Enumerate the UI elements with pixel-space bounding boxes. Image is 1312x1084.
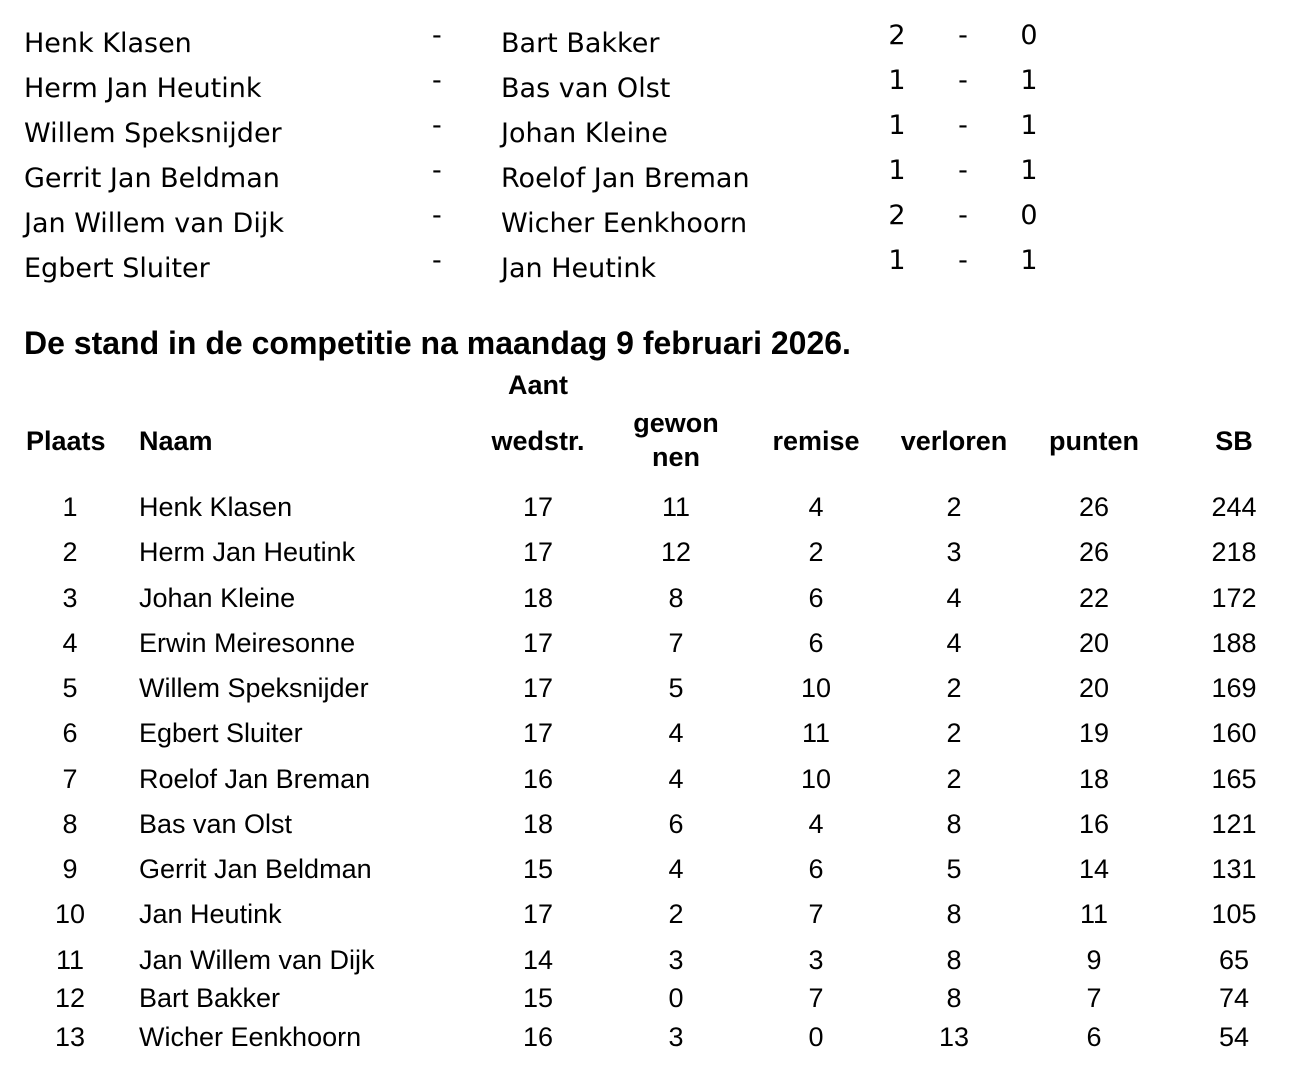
cell-remise: 6 <box>808 583 824 613</box>
cell-remise: 10 <box>800 673 832 703</box>
score-away: 1 <box>1020 245 1038 276</box>
match-row <box>0 200 1312 245</box>
home-player: Herm Jan Heutink <box>24 73 262 104</box>
cell-verloren: 5 <box>946 854 962 884</box>
cell-punten: 9 <box>1086 945 1102 975</box>
separator: - <box>432 65 442 96</box>
cell-remise: 0 <box>808 1022 824 1052</box>
table-row <box>0 940 1312 980</box>
header-remise: remise <box>772 426 860 456</box>
cell-wedstr: 15 <box>522 983 554 1013</box>
cell-wedstr: 18 <box>522 809 554 839</box>
cell-plaats: 12 <box>54 983 86 1013</box>
cell-punten: 14 <box>1078 854 1110 884</box>
header-aant-line2: wedstr. <box>491 426 585 456</box>
cell-gewonnen: 3 <box>668 945 684 975</box>
table-row <box>0 487 1312 527</box>
cell-remise: 10 <box>800 764 832 794</box>
score-home: 2 <box>888 200 906 231</box>
cell-wedstr: 15 <box>522 854 554 884</box>
cell-sb: 169 <box>1211 673 1257 703</box>
cell-verloren: 8 <box>946 809 962 839</box>
cell-punten: 22 <box>1078 583 1110 613</box>
cell-punten: 26 <box>1078 537 1110 567</box>
cell-verloren: 8 <box>946 983 962 1013</box>
cell-wedstr: 16 <box>522 1022 554 1052</box>
cell-remise: 6 <box>808 854 824 884</box>
cell-wedstr: 17 <box>522 673 554 703</box>
cell-sb: 121 <box>1211 809 1257 839</box>
score-away: 1 <box>1020 155 1038 186</box>
cell-plaats: 8 <box>62 809 78 839</box>
cell-gewonnen: 6 <box>668 809 684 839</box>
cell-sb: 105 <box>1211 899 1257 929</box>
cell-punten: 26 <box>1078 492 1110 522</box>
cell-gewonnen: 3 <box>668 1022 684 1052</box>
header-aant <box>468 368 608 458</box>
home-player: Willem Speksnijder <box>24 118 282 149</box>
cell-sb: 74 <box>1218 983 1250 1013</box>
match-results <box>0 0 1312 290</box>
cell-verloren: 8 <box>946 945 962 975</box>
standings-table <box>0 366 1312 1066</box>
score-separator: - <box>958 155 968 186</box>
cell-naam: Johan Kleine <box>139 583 296 613</box>
score-home: 1 <box>888 155 906 186</box>
cell-naam: Egbert Sluiter <box>139 718 303 748</box>
header-sb: SB <box>1215 426 1253 456</box>
score-separator: - <box>958 20 968 51</box>
cell-naam: Roelof Jan Breman <box>139 764 371 794</box>
cell-naam: Wicher Eenkhoorn <box>139 1022 362 1052</box>
cell-sb: 244 <box>1211 492 1257 522</box>
cell-plaats: 10 <box>54 899 86 929</box>
score-away: 1 <box>1020 110 1038 141</box>
table-row <box>0 532 1312 572</box>
away-player: Jan Heutink <box>501 253 657 284</box>
table-row <box>0 713 1312 753</box>
match-row <box>0 20 1312 65</box>
table-row <box>0 578 1312 618</box>
separator: - <box>432 110 442 141</box>
home-player: Henk Klasen <box>24 28 192 59</box>
score-away: 1 <box>1020 65 1038 96</box>
cell-remise: 4 <box>808 809 824 839</box>
cell-gewonnen: 11 <box>661 492 691 522</box>
cell-naam: Henk Klasen <box>139 492 293 522</box>
match-row <box>0 155 1312 200</box>
match-row <box>0 110 1312 155</box>
separator: - <box>432 200 442 231</box>
cell-plaats: 9 <box>62 854 78 884</box>
match-row <box>0 245 1312 290</box>
cell-plaats: 2 <box>62 537 78 567</box>
cell-wedstr: 14 <box>522 945 554 975</box>
cell-naam: Jan Heutink <box>139 899 282 929</box>
cell-wedstr: 17 <box>522 718 554 748</box>
score-away: 0 <box>1020 200 1038 231</box>
cell-gewonnen: 12 <box>660 537 692 567</box>
header-aant-line1: Aant <box>508 370 568 400</box>
cell-remise: 7 <box>808 983 824 1013</box>
cell-gewonnen: 4 <box>668 718 684 748</box>
cell-naam: Bas van Olst <box>139 809 293 839</box>
cell-plaats: 5 <box>62 673 78 703</box>
cell-plaats: 13 <box>54 1022 86 1052</box>
cell-sb: 131 <box>1211 854 1257 884</box>
cell-sb: 165 <box>1211 764 1257 794</box>
cell-punten: 19 <box>1078 718 1110 748</box>
cell-wedstr: 17 <box>522 537 554 567</box>
cell-punten: 11 <box>1079 899 1109 929</box>
cell-verloren: 13 <box>938 1022 970 1052</box>
cell-plaats: 6 <box>62 718 78 748</box>
header-punten: punten <box>1049 426 1139 456</box>
home-player: Gerrit Jan Beldman <box>24 163 280 194</box>
table-row <box>0 1017 1312 1057</box>
cell-naam: Willem Speksnijder <box>139 673 369 703</box>
cell-verloren: 4 <box>946 628 962 658</box>
away-player: Bart Bakker <box>501 28 660 59</box>
cell-naam: Herm Jan Heutink <box>139 537 356 567</box>
cell-wedstr: 17 <box>522 628 554 658</box>
cell-remise: 6 <box>808 628 824 658</box>
cell-plaats: 7 <box>62 764 78 794</box>
away-player: Roelof Jan Breman <box>501 163 750 194</box>
score-separator: - <box>958 200 968 231</box>
cell-punten: 20 <box>1078 673 1110 703</box>
cell-gewonnen: 4 <box>668 764 684 794</box>
separator: - <box>432 20 442 51</box>
cell-verloren: 2 <box>946 764 962 794</box>
cell-gewonnen: 8 <box>668 583 684 613</box>
header-gewonnen-line1: gewon <box>633 408 719 438</box>
separator: - <box>432 155 442 186</box>
cell-punten: 7 <box>1086 983 1102 1013</box>
header-verloren: verloren <box>900 426 1008 456</box>
cell-naam: Gerrit Jan Beldman <box>139 854 372 884</box>
cell-sb: 160 <box>1211 718 1257 748</box>
header-plaats: Plaats <box>26 426 106 456</box>
cell-sb: 172 <box>1211 583 1257 613</box>
cell-punten: 20 <box>1078 628 1110 658</box>
standings-heading: De stand in de competitie na maandag 9 februari 2026. <box>24 325 851 361</box>
cell-gewonnen: 4 <box>668 854 684 884</box>
cell-verloren: 2 <box>946 673 962 703</box>
cell-gewonnen: 5 <box>668 673 684 703</box>
cell-sb: 54 <box>1218 1022 1250 1052</box>
cell-sb: 65 <box>1218 945 1250 975</box>
away-player: Johan Kleine <box>501 118 668 149</box>
cell-punten: 18 <box>1078 764 1110 794</box>
cell-plaats: 3 <box>62 583 78 613</box>
cell-gewonnen: 0 <box>668 983 684 1013</box>
cell-remise: 4 <box>808 492 824 522</box>
score-separator: - <box>958 245 968 276</box>
score-home: 2 <box>888 20 906 51</box>
away-player: Wicher Eenkhoorn <box>501 208 748 239</box>
cell-naam: Jan Willem van Dijk <box>139 945 375 975</box>
cell-verloren: 2 <box>946 492 962 522</box>
separator: - <box>432 245 442 276</box>
header-gewonnen-line2: nen <box>651 442 700 472</box>
cell-gewonnen: 7 <box>668 628 684 658</box>
cell-naam: Bart Bakker <box>139 983 281 1013</box>
cell-wedstr: 18 <box>522 583 554 613</box>
table-row <box>0 759 1312 799</box>
cell-verloren: 2 <box>946 718 962 748</box>
cell-plaats: 11 <box>55 945 85 975</box>
cell-wedstr: 17 <box>522 492 554 522</box>
score-separator: - <box>958 65 968 96</box>
score-home: 1 <box>888 110 906 141</box>
table-row <box>0 804 1312 844</box>
cell-verloren: 8 <box>946 899 962 929</box>
header-naam: Naam <box>139 426 213 456</box>
table-row <box>0 978 1312 1018</box>
score-separator: - <box>958 110 968 141</box>
header-gewonnen <box>606 406 746 474</box>
cell-gewonnen: 2 <box>668 899 684 929</box>
cell-wedstr: 17 <box>522 899 554 929</box>
cell-naam: Erwin Meiresonne <box>139 628 356 658</box>
score-home: 1 <box>888 65 906 96</box>
cell-remise: 2 <box>808 537 824 567</box>
cell-punten: 16 <box>1078 809 1110 839</box>
table-row <box>0 849 1312 889</box>
match-row <box>0 65 1312 110</box>
cell-sb: 188 <box>1211 628 1257 658</box>
cell-verloren: 4 <box>946 583 962 613</box>
cell-punten: 6 <box>1086 1022 1102 1052</box>
cell-plaats: 1 <box>62 492 78 522</box>
table-row <box>0 668 1312 708</box>
home-player: Egbert Sluiter <box>24 253 210 284</box>
cell-verloren: 3 <box>946 537 962 567</box>
table-row <box>0 894 1312 934</box>
cell-plaats: 4 <box>62 628 78 658</box>
cell-remise: 3 <box>808 945 824 975</box>
score-away: 0 <box>1020 20 1038 51</box>
cell-remise: 7 <box>808 899 824 929</box>
home-player: Jan Willem van Dijk <box>24 208 284 239</box>
score-home: 1 <box>888 245 906 276</box>
table-row <box>0 623 1312 663</box>
away-player: Bas van Olst <box>501 73 671 104</box>
cell-sb: 218 <box>1211 537 1257 567</box>
cell-remise: 11 <box>801 718 831 748</box>
cell-wedstr: 16 <box>522 764 554 794</box>
